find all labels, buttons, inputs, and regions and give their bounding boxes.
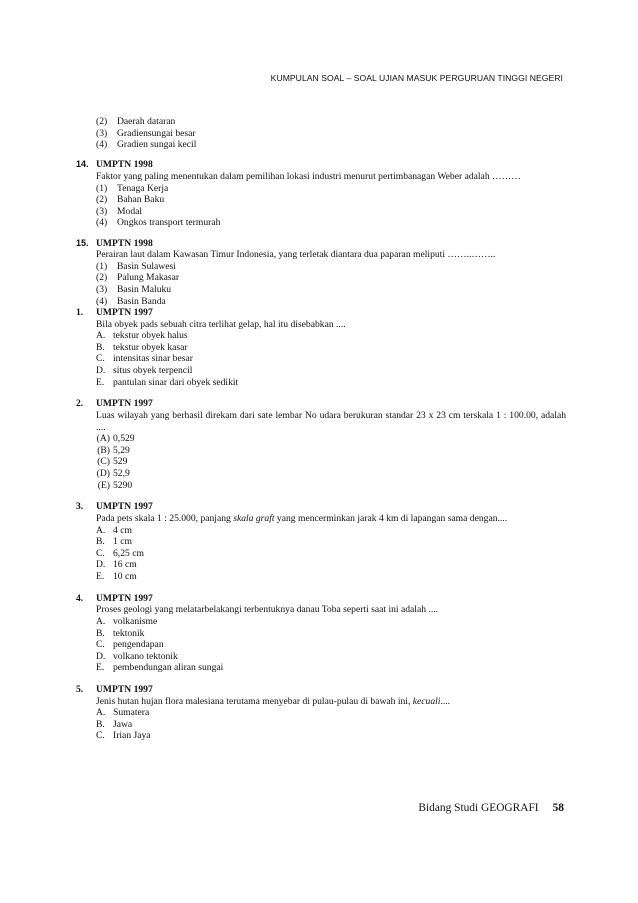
option-item: C. pengendapan	[96, 639, 164, 651]
italic-term: skala graft	[233, 512, 275, 524]
question-3	[76, 501, 566, 582]
question-text: Faktor yang paling menentukan dalam pemilihan lokasi industri menurut pertimbanagan Weber adalah ………	[96, 170, 521, 182]
question-2	[76, 398, 566, 491]
question-text: Perairan laut dalam Kawasan Timur Indonesia, yang terletak diantara dua paparan meliputi ……..……..	[96, 249, 496, 261]
question-number: 1.	[76, 307, 84, 319]
option-item: C. Irian Jaya	[96, 730, 151, 742]
question-number: 14.	[76, 159, 89, 170]
option-item: (4) Basin Banda	[96, 295, 166, 307]
option-item: C. intensitas sinar besar	[96, 353, 193, 365]
option-item: B. 1 cm	[96, 536, 132, 548]
option-item: E. pembendungan aliran sungai	[96, 662, 224, 674]
option-item: (3) Modal	[96, 205, 143, 217]
option-item: (3) Basin Maluku	[96, 283, 172, 295]
option-item: (1) Basin Sulawesi	[96, 260, 176, 272]
carryover-options	[76, 116, 566, 151]
question-number: 2.	[76, 398, 84, 410]
option-item: (2) Palung Makasar	[96, 272, 180, 284]
option-item: D. situs obyek terpencil	[96, 365, 193, 377]
running-header: KUMPULAN SOAL – SOAL UJIAN MASUK PERGURUAN TINGGI NEGERI	[270, 73, 563, 83]
option-item: (A) 0,529	[96, 433, 135, 445]
option-list	[87, 433, 566, 491]
question-5	[76, 684, 566, 742]
option-item: (E) 5290	[97, 479, 133, 491]
option-item: C. 6,25 cm	[96, 547, 144, 559]
question-number: 5.	[76, 684, 84, 696]
footer-subject: Bidang Studi GEOGRAFI	[418, 802, 539, 814]
option-item: B. Jawa	[96, 718, 133, 730]
question-text: Bila obyek pads sebuah citra terlihat gelap, hal itu disebabkan ....	[96, 318, 346, 330]
option-item: B. tektonik	[96, 627, 145, 639]
option-item: (C) 529	[97, 456, 128, 468]
question-number: 15.	[76, 237, 89, 248]
option-item: A. tekstur obyek halus	[96, 330, 188, 342]
question-number: 4.	[76, 592, 84, 604]
option-item: (4) Gradien sungai kecil	[96, 139, 197, 151]
question-title: UMPTN 1998	[96, 237, 153, 249]
option-item: B. tekstur obyek kasar	[96, 341, 188, 353]
option-item: D. volkano tektonik	[96, 650, 178, 662]
option-list	[96, 261, 566, 307]
question-title: UMPTN 1997	[96, 501, 153, 513]
option-item: (3) Gradiensungai besar	[96, 127, 196, 139]
option-list	[96, 616, 566, 674]
option-list	[96, 183, 566, 229]
option-item: A. volkanisme	[96, 615, 158, 627]
option-item: (2) Bahan Baku	[96, 194, 165, 206]
question-title: UMPTN 1998	[96, 159, 153, 171]
option-item: (1) Tenaga Kerja	[96, 182, 169, 194]
question-text: Pada pets skala 1 : 25.000, panjang skala graft yang mencerminkan jarak 4 km di lapangan sama dengan....	[96, 512, 508, 524]
page-footer	[418, 802, 564, 814]
question-title: UMPTN 1997	[96, 307, 153, 319]
option-item: (2) Daerah dataran	[96, 116, 176, 127]
question-number: 3.	[76, 501, 84, 513]
option-item: D. 16 cm	[96, 559, 137, 571]
question-title: UMPTN 1997	[96, 592, 153, 604]
question-text: Jenis hutan hujan flora malesiana terutama menyebar di pulau-pulau di bawah ini, kecuali....	[96, 695, 451, 707]
option-item: A. 4 cm	[96, 524, 132, 536]
question-15	[76, 238, 566, 308]
option-item: (4) Ongkos transport termurah	[96, 217, 221, 229]
question-text: Proses geologi yang melatarbelakangi terbentuknya danau Toba seperti saat ini adalah ....	[96, 604, 439, 616]
page-content	[76, 116, 566, 742]
question-title: UMPTN 1997	[96, 684, 153, 696]
option-list	[96, 116, 566, 151]
option-item: A. Sumatera	[96, 707, 150, 719]
question-14	[76, 159, 566, 229]
question-text: Luas wilayah yang berhasil direkam dari sate lembar No udara berukuran standar 23 x 23 cm terskala 1 : 100.00, adalah ....	[96, 410, 566, 433]
page-number: 58	[552, 802, 564, 814]
question-title: UMPTN 1997	[96, 398, 153, 410]
italic-term: kecuali	[412, 695, 441, 707]
option-list	[96, 525, 566, 583]
option-item: (D) 52,9	[96, 468, 130, 479]
question-1	[76, 307, 566, 388]
question-4	[76, 593, 566, 674]
option-list	[96, 330, 566, 388]
option-item: E. 10 cm	[96, 570, 137, 582]
option-item: E. pantulan sinar dari obyek sedikit	[96, 376, 239, 388]
option-list	[96, 707, 566, 742]
option-item: (B) 5,29	[97, 444, 130, 456]
